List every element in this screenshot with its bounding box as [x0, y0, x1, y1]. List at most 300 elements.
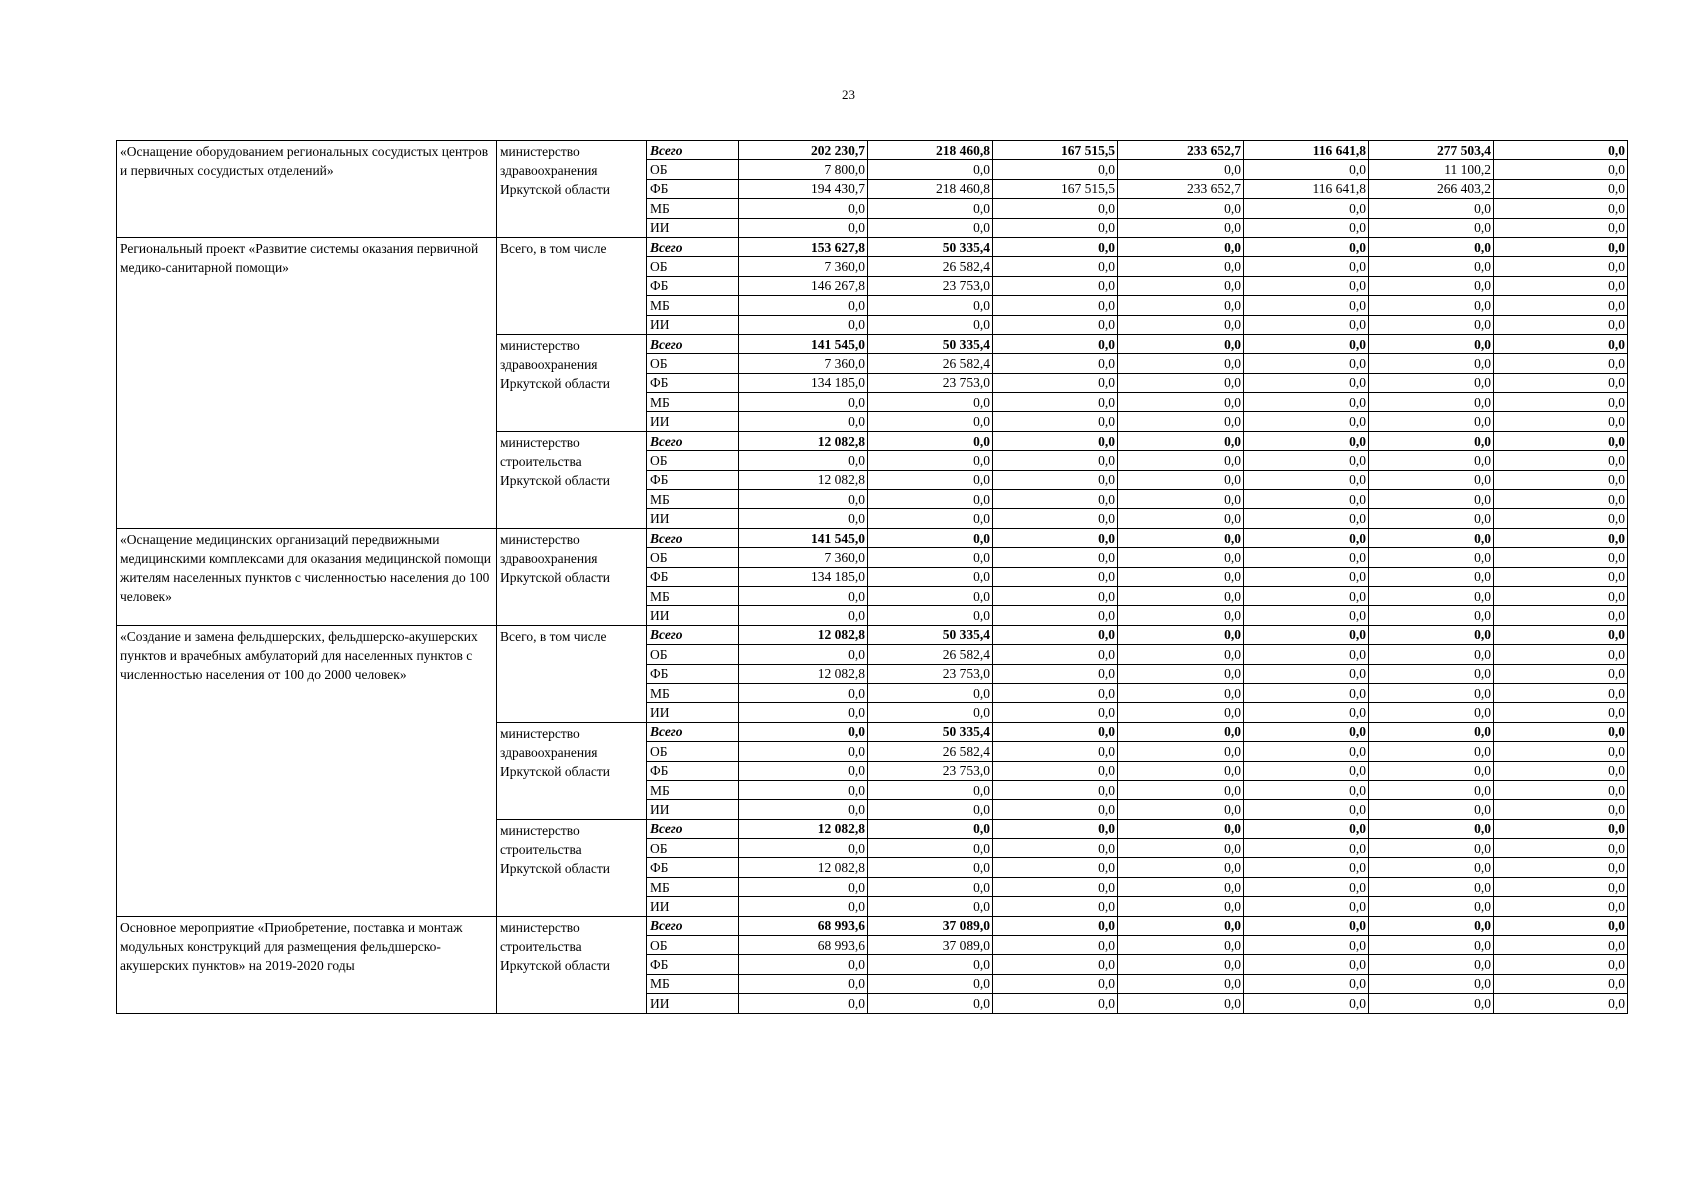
amount-cell: 0,0: [1244, 839, 1369, 858]
amount-cell: 0,0: [993, 160, 1118, 179]
amount-cell: 0,0: [1244, 354, 1369, 373]
funding-source: ОБ: [647, 257, 739, 276]
amount-cell: 0,0: [1494, 761, 1628, 780]
amount-cell: 0,0: [739, 722, 868, 741]
amount-cell: 0,0: [1494, 974, 1628, 993]
amount-cell: 0,0: [1369, 780, 1494, 799]
amount-cell: 0,0: [993, 393, 1118, 412]
funding-source: Всего: [647, 625, 739, 644]
funding-source: Всего: [647, 528, 739, 547]
amount-cell: 0,0: [1494, 276, 1628, 295]
funding-source: МБ: [647, 490, 739, 509]
amount-cell: 0,0: [1244, 412, 1369, 431]
amount-cell: 0,0: [1118, 664, 1244, 683]
amount-cell: 0,0: [1118, 373, 1244, 392]
amount-cell: 0,0: [868, 412, 993, 431]
amount-cell: 0,0: [1494, 160, 1628, 179]
table-row: [117, 528, 1628, 547]
amount-cell: 0,0: [1494, 179, 1628, 198]
amount-cell: 0,0: [1369, 974, 1494, 993]
amount-cell: 0,0: [1244, 490, 1369, 509]
amount-cell: 0,0: [1118, 683, 1244, 702]
amount-cell: 0,0: [1494, 955, 1628, 974]
amount-cell: 0,0: [868, 839, 993, 858]
amount-cell: 12 082,8: [739, 625, 868, 644]
executor-name: Всего, в том числе: [497, 237, 647, 334]
amount-cell: 0,0: [1244, 509, 1369, 528]
amount-cell: 26 582,4: [868, 354, 993, 373]
amount-cell: 0,0: [993, 237, 1118, 256]
amount-cell: 0,0: [1369, 548, 1494, 567]
amount-cell: 0,0: [993, 936, 1118, 955]
amount-cell: 0,0: [1118, 916, 1244, 935]
funding-source: ОБ: [647, 742, 739, 761]
amount-cell: 116 641,8: [1244, 179, 1369, 198]
amount-cell: 50 335,4: [868, 722, 993, 741]
table-row: [117, 237, 1628, 256]
amount-cell: 0,0: [1369, 470, 1494, 489]
amount-cell: 202 230,7: [739, 141, 868, 160]
amount-cell: 0,0: [1244, 761, 1369, 780]
amount-cell: 0,0: [1494, 548, 1628, 567]
amount-cell: 0,0: [1118, 722, 1244, 741]
amount-cell: 0,0: [1118, 567, 1244, 586]
amount-cell: 0,0: [868, 160, 993, 179]
funding-source: ФБ: [647, 955, 739, 974]
amount-cell: 0,0: [1244, 683, 1369, 702]
amount-cell: 0,0: [1118, 994, 1244, 1013]
funding-source: ОБ: [647, 839, 739, 858]
amount-cell: 0,0: [1118, 276, 1244, 295]
executor-name: министерство здравоохранения Иркутской области: [497, 528, 647, 625]
amount-cell: 0,0: [868, 955, 993, 974]
amount-cell: 0,0: [868, 315, 993, 334]
amount-cell: 0,0: [1118, 974, 1244, 993]
amount-cell: 0,0: [1244, 296, 1369, 315]
amount-cell: 0,0: [1118, 877, 1244, 896]
amount-cell: 233 652,7: [1118, 141, 1244, 160]
amount-cell: 233 652,7: [1118, 179, 1244, 198]
amount-cell: 141 545,0: [739, 528, 868, 547]
amount-cell: 0,0: [993, 548, 1118, 567]
amount-cell: 0,0: [1369, 800, 1494, 819]
funding-source: ОБ: [647, 160, 739, 179]
amount-cell: 141 545,0: [739, 334, 868, 353]
amount-cell: 0,0: [1244, 936, 1369, 955]
funding-table: [116, 140, 1628, 1014]
executor-name: министерство строительства Иркутской области: [497, 916, 647, 1013]
amount-cell: 0,0: [1494, 897, 1628, 916]
amount-cell: 0,0: [1244, 974, 1369, 993]
funding-source: МБ: [647, 393, 739, 412]
amount-cell: 0,0: [1494, 722, 1628, 741]
amount-cell: 0,0: [1244, 606, 1369, 625]
amount-cell: 0,0: [868, 897, 993, 916]
amount-cell: 0,0: [1244, 703, 1369, 722]
amount-cell: 0,0: [1118, 470, 1244, 489]
funding-source: Всего: [647, 334, 739, 353]
amount-cell: 0,0: [1118, 509, 1244, 528]
amount-cell: 0,0: [1118, 296, 1244, 315]
funding-source: ИИ: [647, 800, 739, 819]
amount-cell: 0,0: [1494, 683, 1628, 702]
funding-source: ОБ: [647, 451, 739, 470]
amount-cell: 0,0: [1118, 199, 1244, 218]
funding-source: МБ: [647, 974, 739, 993]
activity-description: Региональный проект «Развитие системы оказания первичной медико-санитарной помощи»: [117, 237, 497, 528]
amount-cell: 0,0: [739, 412, 868, 431]
amount-cell: 0,0: [868, 586, 993, 605]
amount-cell: 0,0: [993, 334, 1118, 353]
executor-name: министерство здравоохранения Иркутской области: [497, 141, 647, 238]
amount-cell: 0,0: [1369, 645, 1494, 664]
amount-cell: 0,0: [1118, 490, 1244, 509]
amount-cell: 23 753,0: [868, 761, 993, 780]
amount-cell: 218 460,8: [868, 179, 993, 198]
amount-cell: 0,0: [868, 296, 993, 315]
table-body: [117, 141, 1628, 1014]
amount-cell: 0,0: [993, 296, 1118, 315]
amount-cell: 0,0: [739, 586, 868, 605]
amount-cell: 0,0: [1244, 315, 1369, 334]
funding-source: МБ: [647, 780, 739, 799]
amount-cell: 266 403,2: [1369, 179, 1494, 198]
amount-cell: 0,0: [868, 199, 993, 218]
amount-cell: 0,0: [739, 974, 868, 993]
amount-cell: 0,0: [1369, 567, 1494, 586]
amount-cell: 0,0: [1118, 800, 1244, 819]
amount-cell: 0,0: [1494, 470, 1628, 489]
amount-cell: 0,0: [1369, 431, 1494, 450]
amount-cell: 0,0: [993, 858, 1118, 877]
amount-cell: 37 089,0: [868, 936, 993, 955]
amount-cell: 0,0: [1369, 722, 1494, 741]
amount-cell: 0,0: [1244, 257, 1369, 276]
amount-cell: 0,0: [993, 683, 1118, 702]
funding-source: МБ: [647, 877, 739, 896]
amount-cell: 0,0: [1369, 528, 1494, 547]
executor-name: министерство строительства Иркутской области: [497, 431, 647, 528]
amount-cell: 0,0: [739, 877, 868, 896]
amount-cell: 50 335,4: [868, 625, 993, 644]
amount-cell: 0,0: [1494, 296, 1628, 315]
amount-cell: 0,0: [1369, 819, 1494, 838]
amount-cell: 0,0: [1369, 742, 1494, 761]
amount-cell: 0,0: [739, 218, 868, 237]
amount-cell: 0,0: [739, 199, 868, 218]
amount-cell: 0,0: [1118, 742, 1244, 761]
amount-cell: 0,0: [739, 296, 868, 315]
amount-cell: 0,0: [1494, 509, 1628, 528]
funding-source: МБ: [647, 296, 739, 315]
amount-cell: 0,0: [1118, 625, 1244, 644]
amount-cell: 0,0: [1244, 955, 1369, 974]
funding-source: ФБ: [647, 179, 739, 198]
funding-source: МБ: [647, 199, 739, 218]
amount-cell: 0,0: [1118, 897, 1244, 916]
funding-source: ОБ: [647, 936, 739, 955]
amount-cell: 0,0: [1118, 548, 1244, 567]
amount-cell: 0,0: [1244, 334, 1369, 353]
amount-cell: 0,0: [739, 955, 868, 974]
amount-cell: 0,0: [1244, 819, 1369, 838]
amount-cell: 0,0: [868, 858, 993, 877]
amount-cell: 0,0: [993, 974, 1118, 993]
funding-source: Всего: [647, 916, 739, 935]
amount-cell: 0,0: [1369, 334, 1494, 353]
amount-cell: 7 360,0: [739, 354, 868, 373]
amount-cell: 50 335,4: [868, 237, 993, 256]
amount-cell: 0,0: [1369, 664, 1494, 683]
amount-cell: 0,0: [1118, 218, 1244, 237]
amount-cell: 12 082,8: [739, 664, 868, 683]
amount-cell: 167 515,5: [993, 179, 1118, 198]
amount-cell: 0,0: [1369, 393, 1494, 412]
amount-cell: 0,0: [1118, 819, 1244, 838]
amount-cell: 0,0: [868, 974, 993, 993]
amount-cell: 153 627,8: [739, 237, 868, 256]
amount-cell: 0,0: [1244, 218, 1369, 237]
amount-cell: 0,0: [739, 780, 868, 799]
amount-cell: 0,0: [1244, 199, 1369, 218]
amount-cell: 0,0: [1244, 470, 1369, 489]
amount-cell: 0,0: [993, 451, 1118, 470]
amount-cell: 0,0: [1494, 218, 1628, 237]
amount-cell: 0,0: [1244, 276, 1369, 295]
amount-cell: 0,0: [1369, 955, 1494, 974]
amount-cell: 0,0: [993, 606, 1118, 625]
amount-cell: 0,0: [993, 586, 1118, 605]
amount-cell: 0,0: [1369, 451, 1494, 470]
amount-cell: 0,0: [1118, 936, 1244, 955]
amount-cell: 0,0: [993, 470, 1118, 489]
amount-cell: 0,0: [993, 567, 1118, 586]
amount-cell: 0,0: [739, 315, 868, 334]
amount-cell: 0,0: [1494, 780, 1628, 799]
amount-cell: 0,0: [1118, 858, 1244, 877]
amount-cell: 0,0: [1369, 296, 1494, 315]
amount-cell: 0,0: [1494, 858, 1628, 877]
amount-cell: 68 993,6: [739, 916, 868, 935]
amount-cell: 12 082,8: [739, 819, 868, 838]
amount-cell: 0,0: [1118, 431, 1244, 450]
amount-cell: 0,0: [1244, 994, 1369, 1013]
amount-cell: 0,0: [1369, 877, 1494, 896]
amount-cell: 0,0: [1494, 839, 1628, 858]
amount-cell: 0,0: [1369, 586, 1494, 605]
funding-source: ОБ: [647, 354, 739, 373]
amount-cell: 0,0: [1244, 567, 1369, 586]
amount-cell: 0,0: [1494, 645, 1628, 664]
amount-cell: 0,0: [1494, 490, 1628, 509]
amount-cell: 11 100,2: [1369, 160, 1494, 179]
funding-source: ИИ: [647, 994, 739, 1013]
amount-cell: 0,0: [739, 994, 868, 1013]
funding-source: ФБ: [647, 664, 739, 683]
amount-cell: 0,0: [1244, 897, 1369, 916]
amount-cell: 0,0: [1369, 257, 1494, 276]
amount-cell: 0,0: [1369, 315, 1494, 334]
funding-source: Всего: [647, 722, 739, 741]
amount-cell: 0,0: [1494, 237, 1628, 256]
executor-name: министерство здравоохранения Иркутской области: [497, 334, 647, 431]
amount-cell: 0,0: [1244, 373, 1369, 392]
table-row: [117, 625, 1628, 644]
amount-cell: 0,0: [1244, 586, 1369, 605]
amount-cell: 0,0: [993, 199, 1118, 218]
amount-cell: 0,0: [739, 897, 868, 916]
amount-cell: 0,0: [993, 800, 1118, 819]
amount-cell: 12 082,8: [739, 470, 868, 489]
amount-cell: 0,0: [993, 664, 1118, 683]
amount-cell: 0,0: [993, 257, 1118, 276]
amount-cell: 0,0: [993, 994, 1118, 1013]
amount-cell: 0,0: [1369, 761, 1494, 780]
amount-cell: 0,0: [1494, 625, 1628, 644]
page-number: 23: [842, 87, 855, 102]
amount-cell: 0,0: [739, 839, 868, 858]
funding-source: ФБ: [647, 761, 739, 780]
amount-cell: 0,0: [1369, 218, 1494, 237]
funding-source: ИИ: [647, 703, 739, 722]
amount-cell: 0,0: [1118, 645, 1244, 664]
amount-cell: 23 753,0: [868, 276, 993, 295]
executor-name: министерство здравоохранения Иркутской области: [497, 722, 647, 819]
amount-cell: 0,0: [868, 567, 993, 586]
amount-cell: 0,0: [1118, 955, 1244, 974]
amount-cell: 0,0: [868, 490, 993, 509]
amount-cell: 0,0: [993, 645, 1118, 664]
amount-cell: 7 360,0: [739, 548, 868, 567]
amount-cell: 146 267,8: [739, 276, 868, 295]
activity-description: Основное мероприятие «Приобретение, поставка и монтаж модульных конструкций для размещения фельдшерско-акушерских пунктов» на 2019-2020 годы: [117, 916, 497, 1013]
amount-cell: 0,0: [1244, 528, 1369, 547]
funding-source: ФБ: [647, 858, 739, 877]
amount-cell: 0,0: [868, 606, 993, 625]
amount-cell: 167 515,5: [993, 141, 1118, 160]
amount-cell: 0,0: [1118, 761, 1244, 780]
amount-cell: 0,0: [1494, 916, 1628, 935]
amount-cell: 0,0: [993, 897, 1118, 916]
funding-source: ОБ: [647, 548, 739, 567]
amount-cell: 0,0: [1118, 606, 1244, 625]
amount-cell: 0,0: [1244, 237, 1369, 256]
amount-cell: 0,0: [868, 528, 993, 547]
amount-cell: 0,0: [1369, 839, 1494, 858]
amount-cell: 0,0: [1118, 354, 1244, 373]
amount-cell: 0,0: [1369, 276, 1494, 295]
amount-cell: 0,0: [1369, 916, 1494, 935]
amount-cell: 0,0: [1494, 742, 1628, 761]
funding-source: ФБ: [647, 276, 739, 295]
amount-cell: 0,0: [1118, 586, 1244, 605]
amount-cell: 0,0: [739, 703, 868, 722]
amount-cell: 0,0: [1494, 373, 1628, 392]
funding-source: ИИ: [647, 897, 739, 916]
amount-cell: 0,0: [868, 431, 993, 450]
amount-cell: 0,0: [1369, 354, 1494, 373]
amount-cell: 12 082,8: [739, 431, 868, 450]
amount-cell: 0,0: [1494, 451, 1628, 470]
amount-cell: 0,0: [1244, 780, 1369, 799]
amount-cell: 68 993,6: [739, 936, 868, 955]
amount-cell: 0,0: [1118, 780, 1244, 799]
amount-cell: 0,0: [993, 916, 1118, 935]
amount-cell: 0,0: [1244, 664, 1369, 683]
amount-cell: 0,0: [1494, 703, 1628, 722]
amount-cell: 0,0: [1244, 877, 1369, 896]
amount-cell: 218 460,8: [868, 141, 993, 160]
activity-description: «Создание и замена фельдшерских, фельдшерско-акушерских пунктов и врачебных амбулаторий для населенных пунктов с численностью населения от 100 до 2000 человек»: [117, 625, 497, 916]
amount-cell: 0,0: [1244, 160, 1369, 179]
amount-cell: 0,0: [1244, 625, 1369, 644]
amount-cell: 0,0: [1244, 393, 1369, 412]
amount-cell: 0,0: [1369, 490, 1494, 509]
amount-cell: 26 582,4: [868, 257, 993, 276]
funding-source: Всего: [647, 141, 739, 160]
table-row: [117, 916, 1628, 935]
funding-source: ИИ: [647, 606, 739, 625]
funding-source: Всего: [647, 819, 739, 838]
amount-cell: 0,0: [739, 800, 868, 819]
amount-cell: 0,0: [993, 354, 1118, 373]
table-row: [117, 141, 1628, 160]
amount-cell: 0,0: [993, 509, 1118, 528]
amount-cell: 134 185,0: [739, 373, 868, 392]
amount-cell: 0,0: [1118, 237, 1244, 256]
amount-cell: 0,0: [1244, 451, 1369, 470]
amount-cell: 0,0: [1369, 625, 1494, 644]
amount-cell: 23 753,0: [868, 664, 993, 683]
amount-cell: 0,0: [993, 490, 1118, 509]
activity-description: «Оснащение оборудованием региональных сосудистых центров и первичных сосудистых отделений»: [117, 141, 497, 238]
amount-cell: 0,0: [1494, 354, 1628, 373]
amount-cell: 0,0: [1369, 509, 1494, 528]
amount-cell: 0,0: [993, 761, 1118, 780]
amount-cell: 0,0: [1494, 800, 1628, 819]
funding-source: ОБ: [647, 645, 739, 664]
amount-cell: 0,0: [1118, 334, 1244, 353]
amount-cell: 0,0: [739, 509, 868, 528]
funding-source: Всего: [647, 237, 739, 256]
amount-cell: 12 082,8: [739, 858, 868, 877]
amount-cell: 277 503,4: [1369, 141, 1494, 160]
amount-cell: 0,0: [993, 218, 1118, 237]
amount-cell: 0,0: [1494, 141, 1628, 160]
amount-cell: 0,0: [993, 431, 1118, 450]
amount-cell: 7 800,0: [739, 160, 868, 179]
amount-cell: 0,0: [1244, 431, 1369, 450]
amount-cell: 0,0: [1369, 373, 1494, 392]
amount-cell: 0,0: [993, 625, 1118, 644]
amount-cell: 0,0: [739, 683, 868, 702]
amount-cell: 0,0: [1369, 703, 1494, 722]
amount-cell: 0,0: [1118, 839, 1244, 858]
amount-cell: 0,0: [1118, 528, 1244, 547]
executor-name: Всего, в том числе: [497, 625, 647, 722]
amount-cell: 0,0: [1244, 742, 1369, 761]
amount-cell: 0,0: [1494, 431, 1628, 450]
amount-cell: 0,0: [868, 509, 993, 528]
amount-cell: 0,0: [1494, 528, 1628, 547]
funding-source: Всего: [647, 431, 739, 450]
amount-cell: 0,0: [868, 548, 993, 567]
amount-cell: 0,0: [1369, 412, 1494, 431]
amount-cell: 0,0: [993, 412, 1118, 431]
funding-source: ИИ: [647, 218, 739, 237]
amount-cell: 0,0: [1244, 916, 1369, 935]
amount-cell: 0,0: [868, 393, 993, 412]
